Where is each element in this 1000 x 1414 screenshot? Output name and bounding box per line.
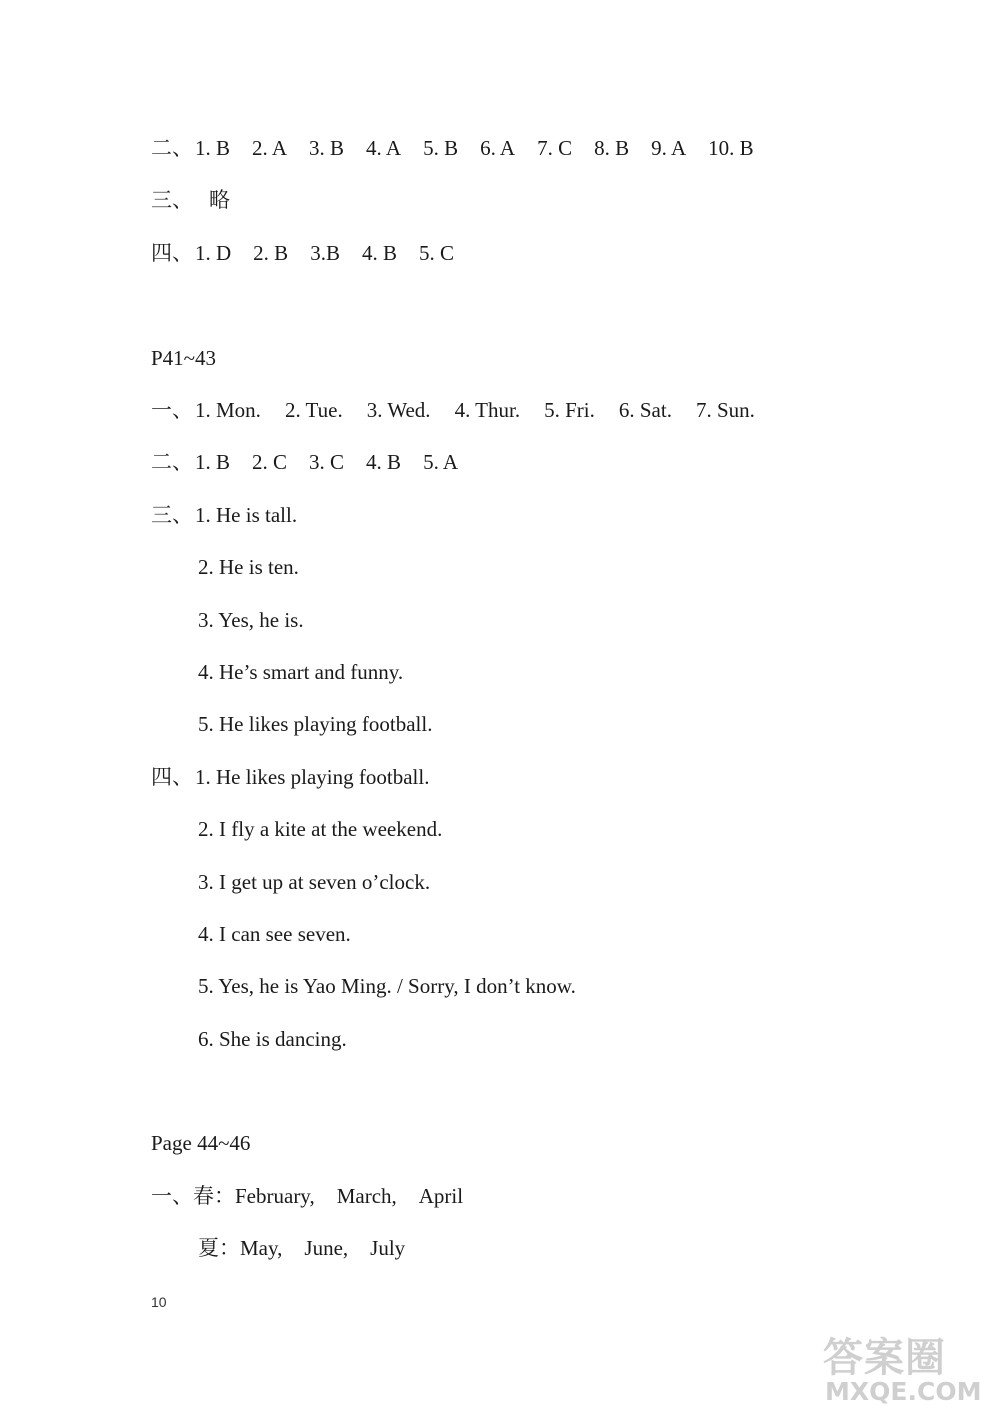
omitted-text: 略 [209, 188, 230, 212]
section-label: 一、 [151, 398, 193, 422]
month-item: June, [304, 1236, 349, 1260]
answer-item: 4. A [366, 136, 402, 160]
season-label-spring: 春： [193, 1184, 235, 1208]
section-label: 二、 [151, 450, 193, 474]
answer-row-si [151, 238, 454, 268]
answer-sentence: 2. He is ten. [198, 555, 299, 579]
page-number: 10 [151, 1294, 167, 1310]
answer-row-yi [151, 1181, 463, 1211]
answer-sentence: 5. He likes playing football. [198, 712, 433, 736]
answer-row-san [151, 500, 297, 530]
answer-item: 1. B [195, 450, 231, 474]
watermark-logo [821, 1326, 986, 1408]
answer-item: 5. B [423, 136, 459, 160]
answer-row-yi [151, 395, 755, 425]
answer-row-summer [198, 1233, 405, 1263]
answer-item: 5. Fri. [544, 398, 595, 422]
season-label-summer: 夏： [198, 1236, 240, 1260]
answer-item: 5. C [418, 241, 454, 265]
answer-item: 2. C [252, 450, 288, 474]
section-label: 二、 [151, 136, 193, 160]
watermark-site: MXQE.COM [825, 1377, 982, 1406]
answer-row-er [151, 447, 458, 477]
answer-item: 4. B [361, 241, 397, 265]
answer-sentence: 2. I fly a kite at the weekend. [198, 817, 443, 841]
answer-sentence: 5. Yes, he is Yao Ming. / Sorry, I don’t know. [198, 974, 576, 998]
answer-sentence: 6. She is dancing. [198, 1027, 347, 1051]
answer-item: 6. Sat. [618, 398, 672, 422]
watermark-chars: 答案圈 [823, 1335, 946, 1381]
section-label: 一、 [151, 1184, 193, 1208]
answer-item: 5. A [423, 450, 459, 474]
month-item: July [370, 1236, 406, 1260]
answer-item: 3.B [310, 241, 340, 265]
answer-item: 1. D [195, 241, 232, 265]
answer-sentence: 1. He likes playing football. [195, 765, 430, 789]
month-item: April [418, 1184, 464, 1208]
section-heading: P41~43 [151, 346, 217, 370]
answer-item: 10. B [708, 136, 754, 160]
answer-item: 2. A [252, 136, 288, 160]
answer-item: 3. B [309, 136, 345, 160]
answer-item: 2. Tue. [284, 398, 343, 422]
answer-item: 8. B [594, 136, 630, 160]
answer-row-er [151, 133, 754, 163]
answer-sentence: 1. He is tall. [195, 503, 298, 527]
answer-sentence: 4. I can see seven. [198, 922, 351, 946]
answer-item: 3. Wed. [366, 398, 431, 422]
section-label: 四、 [151, 765, 193, 789]
month-item: March, [336, 1184, 397, 1208]
month-item: February, [235, 1184, 315, 1208]
section-heading: Page 44~46 [151, 1131, 251, 1155]
answer-item: 1. Mon. [195, 398, 261, 422]
answer-item: 3. C [309, 450, 345, 474]
section-label: 四、 [151, 241, 193, 265]
answer-item: 4. Thur. [454, 398, 521, 422]
month-item: May, [240, 1236, 283, 1260]
answer-item: 4. B [366, 450, 402, 474]
answer-item: 7. C [537, 136, 573, 160]
answer-sentence: 4. He’s smart and funny. [198, 660, 404, 684]
answer-row-si [151, 762, 429, 792]
answer-item: 7. Sun. [695, 398, 755, 422]
answer-sentence: 3. I get up at seven o’clock. [198, 870, 431, 894]
answer-item: 2. B [253, 241, 289, 265]
answer-item: 1. B [195, 136, 231, 160]
answer-sentence: 3. Yes, he is. [198, 608, 304, 632]
section-label: 三、 [151, 188, 193, 212]
answer-item: 6. A [480, 136, 516, 160]
section-label: 三、 [151, 503, 193, 527]
answer-row-san [151, 185, 230, 215]
answer-item: 9. A [651, 136, 687, 160]
